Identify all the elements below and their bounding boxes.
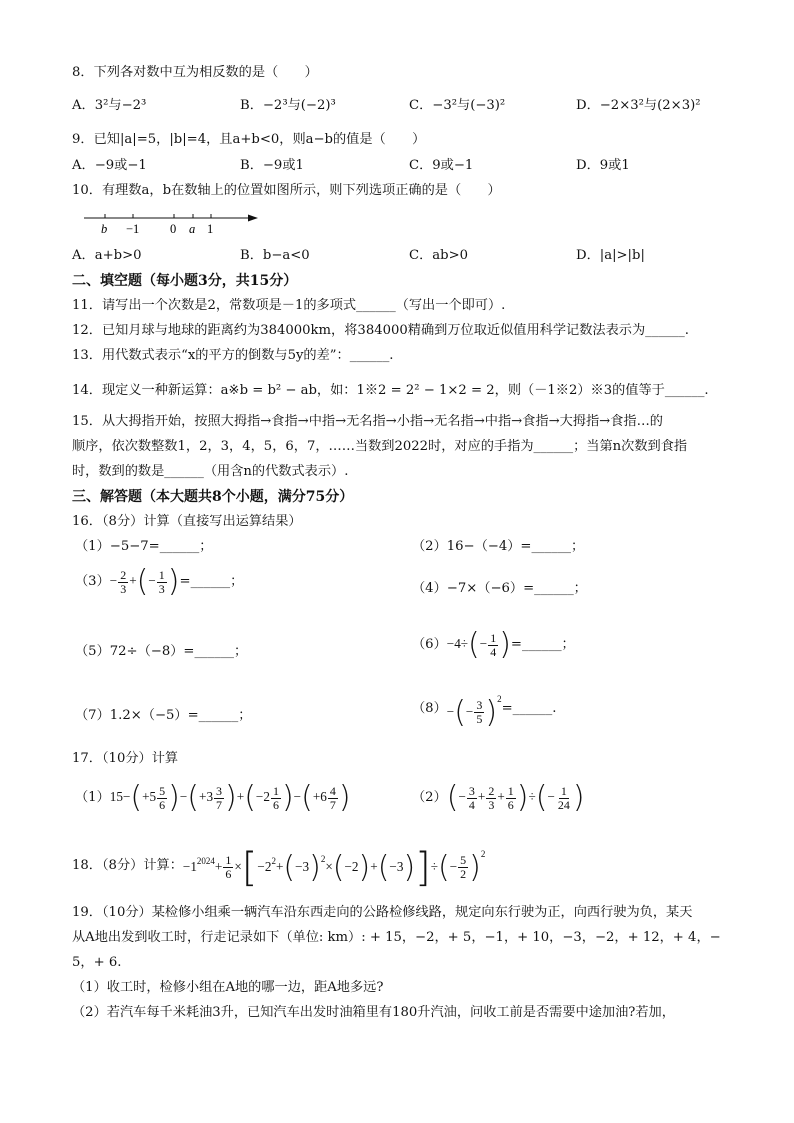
q14-text: 14．现定义一种新运算：a※b = b² − ab，如：1※2 = 2² − 1×2 = 2，则（－1※2）※3的值等于______. bbox=[72, 383, 709, 398]
q18-stem: 18．（8分）计算： bbox=[72, 858, 183, 874]
q13-text: 13．用代数式表示“x的平方的倒数与5y的差”：______. bbox=[72, 348, 394, 363]
q16-part-3 bbox=[75, 564, 244, 599]
q8-stem: 8．下列各对数中互为相反数的是（ ） bbox=[72, 65, 318, 80]
q10-option-b: B．b−a<0 bbox=[240, 248, 310, 263]
q8-option-b: B．−2³与(−2)³ bbox=[240, 98, 336, 113]
q17-part-2 bbox=[412, 780, 585, 815]
q16-part-8-expression: −(− $\frac{3}{5}$ )$^2$ bbox=[446, 694, 502, 730]
q18 bbox=[72, 844, 486, 891]
q17-part-1-expression: 15−(+5 $\frac{5}{6}$ )−(+3 $\frac{3}{7}$ )+(−2 $\frac{1}{6}$ )−(+6 $\frac{4}{7}$ ) bbox=[109, 780, 351, 815]
q19-part-1: （1）收工时，检修小组在A地的哪一边，距A地多远? bbox=[72, 980, 384, 995]
q16-part-6-expression: −4÷(− $\frac{1}{4}$ ) bbox=[446, 627, 511, 662]
q16-part-3-label: （3） bbox=[75, 574, 110, 589]
label-1: 1 bbox=[207, 222, 214, 236]
q17-stem: 17．（10分）计算 bbox=[72, 751, 179, 766]
q15-line-2: 顺序，依次数整数1，2，3，4，5，6，7，……当数到2022时，对应的手指为______；当第n次数到食指 bbox=[72, 439, 688, 454]
q12-text: 12．已知月球与地球的距离约为384000km，将384000精确到万位取近似值用科学记数法表示为______. bbox=[72, 323, 689, 338]
q15-line-1: 15．从大拇指开始，按照大拇指→食指→中指→无名指→小指→无名指→中指→食指→大拇指→食指…的 bbox=[72, 414, 663, 429]
q9-option-d: D．9或1 bbox=[576, 158, 630, 173]
q16-part-2: （2）16−（−4）=______； bbox=[412, 539, 585, 554]
q16-part-6 bbox=[412, 627, 575, 662]
label-0: 0 bbox=[170, 222, 177, 236]
q16-part-6-tail: =______； bbox=[510, 637, 575, 652]
q18-expression: $-1^{2024}+$ $\frac{1}{6}$ $\times[-2^2+(-3)^2\times(-2)+(-3)]\div(-$ $\frac{5}{2}$ )$^2$ bbox=[182, 844, 486, 891]
q15-line-3: 时，数到的数是______（用含n的代数式表示）. bbox=[72, 464, 349, 479]
q16-part-7: （7）1.2×（−5）=______； bbox=[75, 708, 252, 723]
section-fill-in-heading: 二、填空题（每小题3分，共15分） bbox=[72, 273, 298, 289]
section-solutions-heading: 三、解答题（本大题共8个小题，满分75分） bbox=[72, 489, 354, 505]
q19-line-2: 从A地出发到收工时，行走记录如下（单位: km）: + 15，−2，+ 5，−1，+ 10，−3，−2，+ 12，+ 4，− bbox=[72, 930, 721, 945]
q16-stem: 16．（8分）计算（直接写出运算结果） bbox=[72, 514, 302, 529]
q16-part-3-expression: − $\frac{2}{3}$ +(− $\frac{1}{3}$ ) bbox=[109, 564, 180, 599]
q10-option-a: A．a+b>0 bbox=[72, 248, 142, 263]
q17-part-1-label: （1） bbox=[75, 790, 110, 805]
q19-part-2: （2）若汽车每千米耗油3升，已知汽车出发时油箱里有180升汽油，问收工前是否需要中途加油?若加， bbox=[72, 1005, 675, 1020]
q16-part-6-label: （6） bbox=[412, 637, 447, 652]
q17-part-2-expression: (− $\frac{3}{4}$ + $\frac{2}{3}$ + $\frac{1}{6}$ )÷(− $\frac{1}{24}$ ) bbox=[446, 780, 585, 815]
q19-line-1: 19．（10分）某检修小组乘一辆汽车沿东西走向的公路检修线路，规定向东行驶为正，向西行驶为负，某天 bbox=[72, 905, 693, 920]
number-line-figure bbox=[80, 208, 265, 236]
q16-part-5: （5）72÷（−8）=______； bbox=[75, 644, 248, 659]
q10-option-c: C．ab>0 bbox=[409, 248, 469, 263]
q16-part-1: （1）−5−7=______； bbox=[75, 539, 213, 554]
label-a: a bbox=[189, 222, 196, 236]
q16-part-4: （4）−7×（−6）=______； bbox=[412, 581, 587, 596]
q16-part-3-tail: =______； bbox=[179, 574, 244, 589]
q10-stem: 10．有理数a，b在数轴上的位置如图所示，则下列选项正确的是（ ） bbox=[72, 183, 501, 198]
q9-stem: 9．已知|a|=5，|b|=4，且a+b<0，则a−b的值是（ ） bbox=[72, 132, 426, 147]
number-line-arrow bbox=[248, 215, 258, 222]
label-neg1: −1 bbox=[126, 222, 140, 236]
q16-part-8-label: （8） bbox=[412, 700, 447, 716]
q9-option-c: C．9或−1 bbox=[409, 158, 474, 173]
label-b: b bbox=[101, 222, 108, 236]
q16-part-8 bbox=[412, 690, 556, 728]
q9-option-b: B．−9或1 bbox=[240, 158, 304, 173]
q11-text: 11．请写出一个次数是2，常数项是－1的多项式______（写出一个即可）. bbox=[72, 298, 506, 313]
q17-part-1 bbox=[75, 780, 351, 815]
q8-option-c: C．−3²与(−3)² bbox=[409, 98, 506, 113]
q8-option-d: D．−2×3²与(2×3)² bbox=[576, 98, 701, 113]
q8-option-a: A．3²与−2³ bbox=[72, 98, 147, 113]
q10-option-d: D．|a|>|b| bbox=[576, 248, 645, 263]
q9-option-a: A．−9或−1 bbox=[72, 158, 147, 173]
q17-part-2-label: （2） bbox=[412, 790, 447, 805]
q19-line-3: 5，+ 6. bbox=[72, 955, 122, 970]
q16-part-8-tail: =______. bbox=[501, 700, 557, 716]
